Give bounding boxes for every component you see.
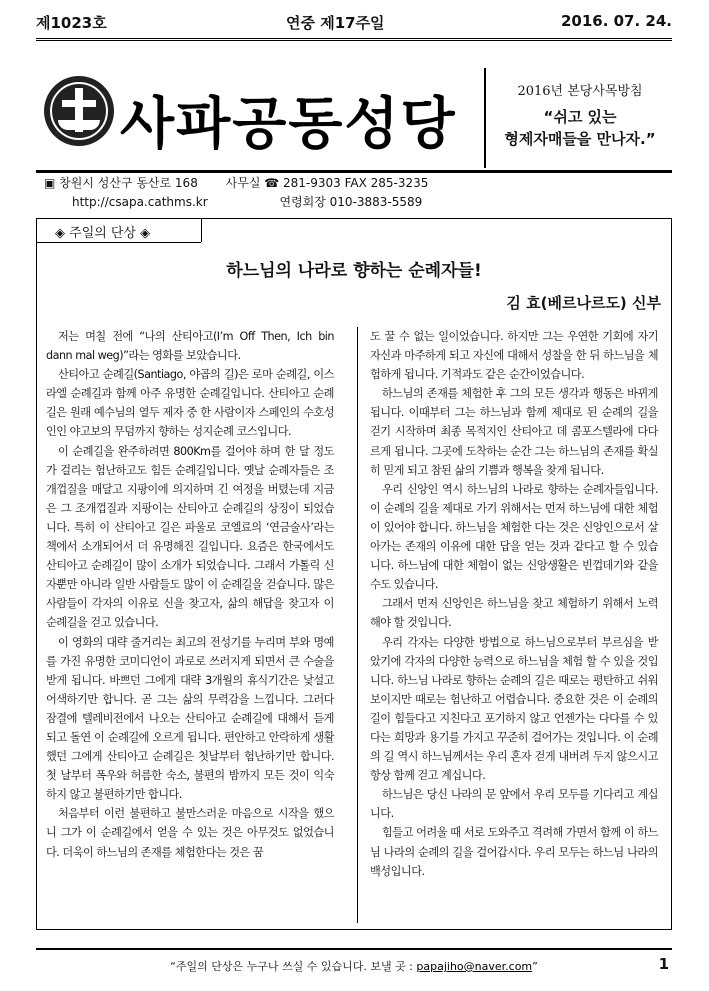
footer-note — [36, 958, 672, 974]
paragraph: 그래서 먼저 신앙인은 하느님을 찾고 체험하기 위해서 노력해야 할 것입니다. — [370, 597, 658, 630]
footer-text: “주일의 단상은 누구나 쓰실 수 있습니다. 보낼 곳 : — [170, 960, 417, 973]
column-divider — [357, 327, 358, 923]
footer-close: ” — [532, 960, 538, 973]
motto-title: 2016년 본당사목방침 — [517, 84, 643, 99]
article-column-left — [46, 327, 334, 862]
church-logo-icon — [44, 76, 114, 146]
issue-date: 2016. 07. 24. — [560, 12, 672, 30]
article-title: 하느님의 나라로 향하는 순례자들! — [226, 261, 482, 281]
paragraph: 우리 각자는 다양한 방법으로 하느님으로부터 부르심을 받았기에 각자의 다양한 능력으로 하느님을 체험 할 수 있을 것입니다. 하느님 나라로 향하는 순례의 길은 때로는 평탄하고 쉬워 보이지만 때로는 험난하고 어렵습니다. 중요한 것은 이 순례의 길이 힘들다고 지친다고 포기하지 않고 언젠가는 다다를 수 있다는 희망과 용기를 가지고 꾸준히 걸어가는 것입니다. 이 순례의 길 역시 하느님께서는 우리 혼자 걷게 내버려 두지 않으시고 항상 함께 걷고 계십니다. — [370, 635, 658, 783]
top-bar — [36, 12, 672, 36]
office-phone: 사무실 ☎ 281-9303 FAX 285-3235 — [225, 176, 429, 190]
article-author: 김 효(베르나르도) 신부 — [506, 294, 661, 312]
church-name: 사파공동성당 — [120, 92, 457, 157]
liturgical-week: 연중 제17주일 — [286, 14, 385, 32]
footer-rule — [36, 948, 672, 950]
article-column-right — [370, 327, 658, 881]
paragraph: 하느님의 존재를 체험한 후 그의 모든 생각과 행동은 바뀌게 됩니다. 이때부터 그는 하느님과 함께 제대로 된 순례의 길을 걷기 시작하며 최종 목적지인 산티아고 데 콤포스텔라에 다다르게 됩니다. 그곳에 도착하는 순간 그는 하느님의 존재를 확실히 믿게 되고 참된 삶의 기쁨과 행복을 찾게 됩니다. — [370, 387, 658, 477]
pastoral-motto — [484, 68, 674, 168]
page-number: 1 — [658, 955, 669, 973]
header-rule — [36, 38, 672, 41]
motto-line1: “쉬고 있는 — [543, 108, 617, 126]
masthead-rule — [36, 170, 672, 173]
paragraph: 저는 며칠 전에 “나의 산티아고(I’m Off Then, Ich bin dann mal weg)”라는 영화를 보았습니다. — [46, 330, 334, 363]
contact-info — [44, 174, 428, 212]
masthead — [36, 68, 672, 168]
paragraph: 이 영화의 대략 줄거리는 최고의 전성기를 누리며 부와 명예를 가진 유명한 코미디언이 과로로 쓰러지게 되면서 큰 수술을 받게 됩니다. 바쁘던 그에게 대략 3개월의 휴식기간은 낯설고 어색하기만 합니다. 곧 그는 삶의 무력감을 느낍니다. 그러다 잠결에 텔레비전에서 나오는 산티아고 순례길에 대해서 듣게 되고 돌연 이 순례길에 오르게 됩니다. 편안하고 안락하게 생활했던 그에게 산티아고 순례길은 첫날부터 험난하기만 합니다. 첫 날부터 폭우와 허름한 숙소, 불편의 밤까지 모든 것이 익숙하지 않고 불편하기만 합니다. — [46, 635, 334, 802]
paragraph: 힘들고 어려울 때 서로 도와주고 격려해 가면서 함께 이 하느님 나라의 순례의 길을 걸어갑시다. 우리 모두는 하느님 나라의 백성입니다. — [370, 826, 658, 878]
motto-line2: 형제자매들을 만나자.” — [504, 130, 656, 148]
section-label: ◈ 주일의 단상 ◈ — [55, 226, 151, 241]
paragraph: 우리 신앙인 역시 하느님의 나라로 향하는 순례자들입니다. 이 순례의 길을 제대로 가기 위해서는 먼저 하느님에 대한 체험이 있어야 합니다. 하느님을 체험한 다는 것은 신앙인으로서 살아가는 존재의 이유에 대한 답을 얻는 것과 같다고 할 수 있습니다. 하느님에 대한 체험이 없는 신앙생활은 빈껍데기와 같을 수도 있습니다. — [370, 482, 658, 592]
paragraph: 산티아고 순례길(Santiago, 야곱의 길)은 로마 순례길, 이스라엘 순례길과 함께 아주 유명한 순례길입니다. 산티아고 순례길은 원래 예수님의 열두 제자 중 한 사람이자 스페인의 수호성인인 야고보의 무덤까지 향하는 성지순례 코스입니다. — [46, 368, 334, 439]
label-rule-side — [201, 218, 202, 242]
paragraph: 이 순례길을 완주하려면 800Km를 걸어야 하며 한 달 정도가 걸리는 험난하고도 힘든 순례길입니다. 옛날 순례자들은 조개껍질을 매달고 지팡이에 의지하며 긴 여정을 버텼는데 지금은 그 조개껍질과 지팡이는 산티아고 순례길의 상징이 되었습니다. 특히 이 산티아고 길은 파울로 코엘료의 ‘연금술사’라는 책에서 소개되어서 더 유명해진 길입니다. 요즘은 한국에서도 산티아고 순례길이 많이 소개가 되었습니다. 그래서 가톨릭 신자뿐만 아니라 일반 사람들도 많이 이 순례길을 걷습니다. 많은 사람들이 각자의 이유로 신을 찾고자, 삶의 해답을 찾고자 이 순례길을 걷고 있습니다. — [46, 444, 334, 630]
paragraph: 처음부터 이런 불편하고 불만스러운 마음으로 시작을 했으니 그가 이 순례길에서 얻을 수 있는 것은 아무것도 없었습니다. 더욱이 하느님의 존재를 체험한다는 것은 꿈 — [46, 807, 334, 859]
address: ▣ 창원시 성산구 동산로 168 — [44, 176, 198, 190]
label-rule — [36, 242, 201, 243]
issue-number: 제1023호 — [36, 14, 107, 32]
paragraph: 하느님은 당신 나라의 문 앞에서 우리 모두를 기다리고 계십니다. — [370, 788, 658, 821]
email-link[interactable]: papajiho@naver.com — [416, 960, 533, 973]
website-link[interactable]: http://csapa.cathms.kr — [72, 195, 208, 209]
funeral-chair-phone: 연령회장 010-3883-5589 — [279, 195, 423, 209]
paragraph: 도 꿀 수 없는 일이었습니다. 하지만 그는 우연한 기회에 자기 자신과 마주하게 되고 자신에 대해서 성찰을 한 뒤 하느님을 체험하게 됩니다. 기적과도 같은 순간이었습니다. — [370, 330, 658, 382]
